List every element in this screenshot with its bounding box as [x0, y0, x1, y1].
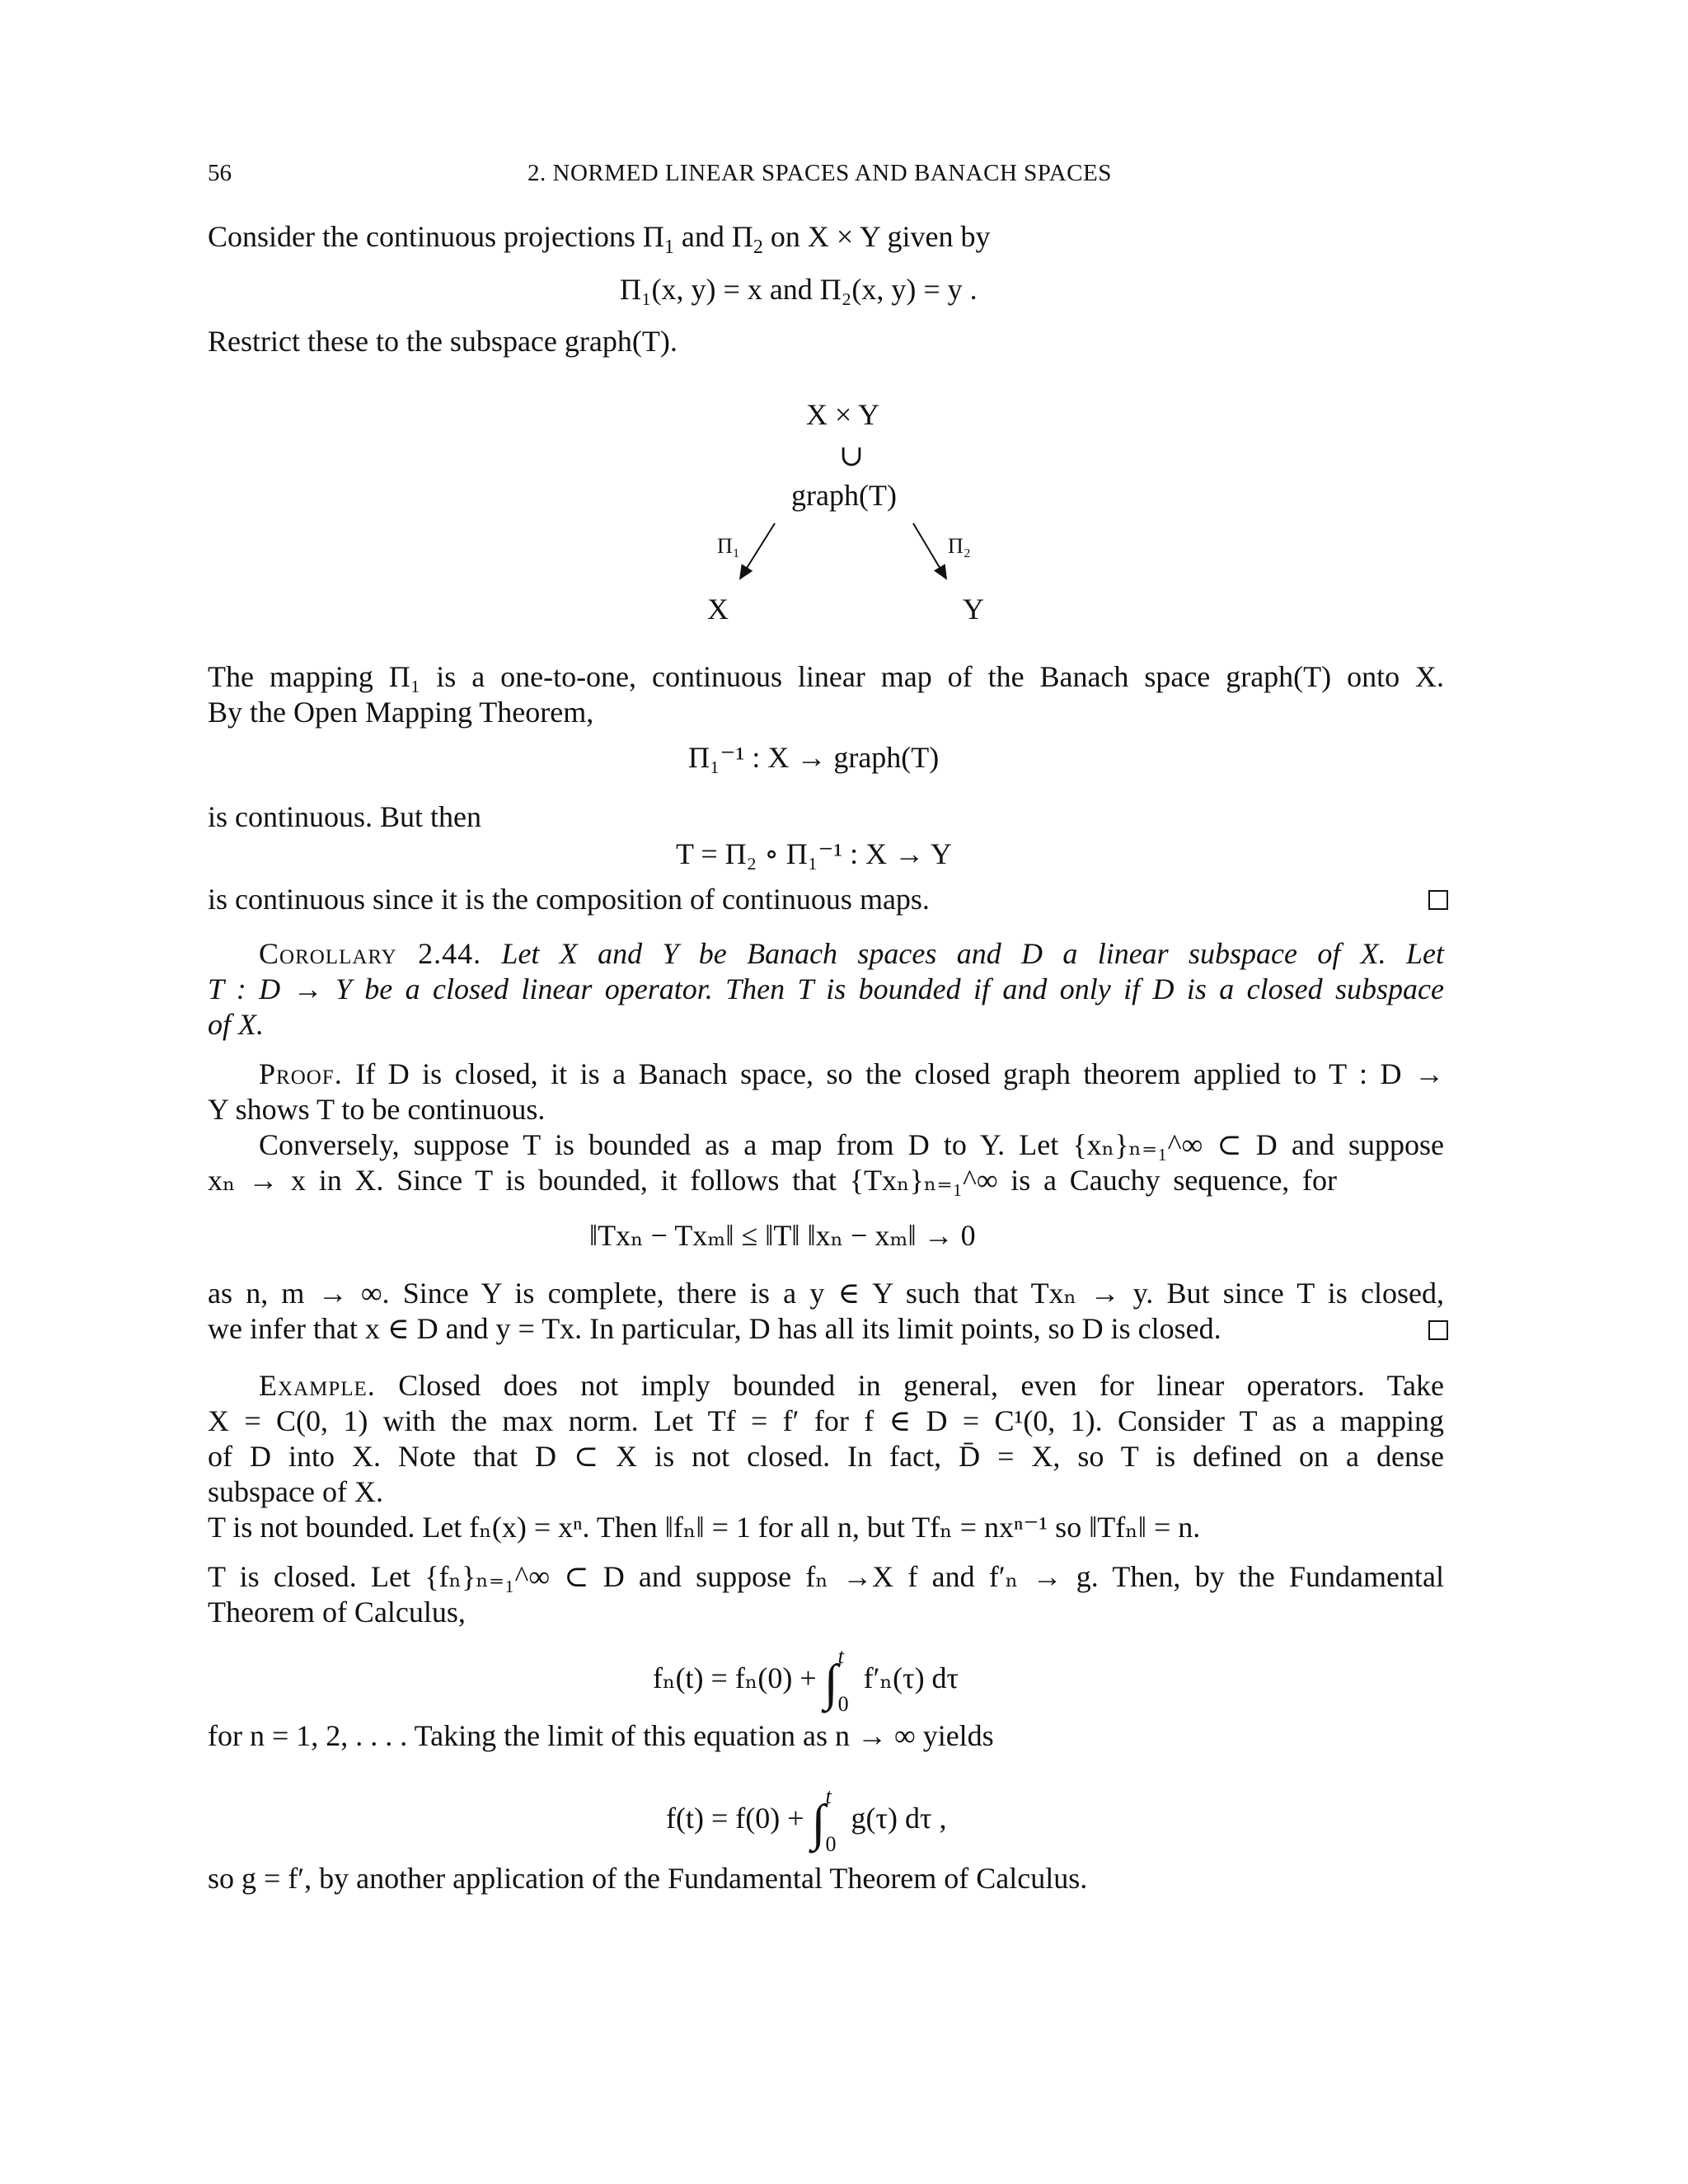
projection-equation: Π₁(x, y) = x and Π₂(x, y) = y . [620, 273, 978, 306]
diagram-arrows [684, 387, 1014, 651]
upper-limit-2: t [825, 1784, 832, 1808]
proof-conclusion [208, 1276, 1444, 1347]
intro-text-b: and Π [673, 220, 753, 253]
qed-box-1 [1428, 890, 1448, 910]
integral-limits-1 [837, 1644, 856, 1716]
diagram-label-pi2: Π₂ [948, 534, 971, 558]
proof-line-1 [208, 1057, 1444, 1092]
integral-limits-2 [825, 1784, 844, 1856]
qed-box-2 [1428, 1320, 1448, 1340]
restrict-line [208, 324, 1444, 359]
mapping-paragraph [208, 659, 1444, 730]
corollary-line-3 [208, 1007, 1444, 1043]
mapping-line-4: is continuous since it is the composition of continuous maps. [208, 883, 930, 916]
corollary-label: Corollary 2.44. [259, 937, 482, 970]
ftc-eq1-integrand: f′ₙ(τ) dτ [863, 1661, 959, 1694]
projection-diagram [684, 387, 1014, 651]
lower-limit-2: 0 [825, 1832, 837, 1856]
proof-line-5: as n, m → ∞. Since Y is complete, there is a y ∈ Y such that Txₙ → y. But since T is closed, [208, 1277, 1444, 1310]
corollary-text-3: of X. [208, 1008, 264, 1041]
proof-line-2: Y shows T to be continuous. [208, 1093, 546, 1126]
example-line-6: T is closed. Let {fₙ}ₙ₌₁^∞ ⊂ D and suppose fₙ →X f and f′ₙ → g. Then, by the Fundamental [208, 1560, 1444, 1593]
ftc-equation-2 [666, 1784, 947, 1856]
diagram-subset-symbol: ∪ [839, 439, 865, 472]
diagram-graph: graph(T) [791, 479, 897, 512]
ftc-eq1-left: fₙ(t) = fₙ(0) + [653, 1661, 817, 1694]
limit-line [208, 1718, 1444, 1754]
intro-line [208, 219, 1444, 259]
composition-line [208, 882, 1444, 917]
mapping-line-1: The mapping Π₁ is a one-to-one, continuous linear map of the Banach space graph(T) onto X. [208, 660, 1444, 693]
intro-text-c: on X × Y given by [762, 220, 991, 253]
corollary-line-1 [208, 936, 1444, 972]
continuous-line [208, 799, 1444, 835]
example-line-8: for n = 1, 2, . . . . Taking the limit of this equation as n → ∞ yields [208, 1719, 994, 1752]
final-line [208, 1861, 1444, 1896]
ftc-equation-1 [653, 1644, 959, 1716]
intro-paragraph [208, 219, 1444, 259]
example-line-1 [208, 1368, 1444, 1404]
proof-line-6: we infer that x ∈ D and y = Tx. In particular, D has all its limit points, so D is closed. [208, 1312, 1221, 1345]
ftc-eq2-left: f(t) = f(0) + [666, 1802, 804, 1835]
page-number: 56 [208, 160, 232, 186]
corollary-text-1: Let X and Y be Banach spaces and D a linear subspace of X. Let [501, 937, 1444, 970]
mapping-line-3: is continuous. But then [208, 800, 481, 833]
running-head: 2. NORMED LINEAR SPACES AND BANACH SPACES [528, 160, 1112, 186]
upper-limit-1: t [837, 1644, 844, 1668]
proof-label: Proof. [259, 1057, 343, 1090]
example-line-7: Theorem of Calculus, [208, 1596, 466, 1629]
example-paragraph [208, 1368, 1444, 1545]
cauchy-inequality: ‖Txₙ − Txₘ‖ ≤ ‖T‖ ‖xₙ − xₘ‖ → 0 [589, 1219, 976, 1252]
example-line-2: X = C(0, 1) with the max norm. Let Tf = f′ for f ∈ D = C¹(0, 1). Consider T as a mapping [208, 1404, 1444, 1437]
example-line-4: subspace of X. [208, 1475, 383, 1508]
integral-sign-2: ∫ [811, 1795, 826, 1851]
diagram-label-pi1: Π₁ [717, 534, 740, 558]
lower-limit-1: 0 [837, 1692, 849, 1716]
ftc-eq2-integrand: g(τ) dτ , [851, 1802, 947, 1835]
intro-sub-1: 1 [663, 237, 674, 259]
intro-sub-2: 2 [753, 237, 763, 259]
inverse-projection-equation: Π₁⁻¹ : X → graph(T) [688, 741, 940, 774]
example-line-3: of D into X. Note that D ⊂ X is not closed. In fact, D̄ = X, so T is defined on a dense [208, 1440, 1444, 1473]
composition-equation: T = Π₂ ∘ Π₁⁻¹ : X → Y [676, 837, 952, 870]
proof-paragraph [208, 1057, 1444, 1198]
proof-line-4: xₙ → x in X. Since T is bounded, it follows that {Txₙ}ₙ₌₁^∞ is a Cauchy sequence, for [208, 1164, 1337, 1197]
proof-line-3: Conversely, suppose T is bounded as a map from D to Y. Let {xₙ}ₙ₌₁^∞ ⊂ D and suppose [259, 1128, 1444, 1161]
corollary-paragraph [208, 936, 1444, 1043]
intro-text-a: Consider the continuous projections Π [208, 220, 664, 253]
diagram-product-space: X × Y [806, 398, 879, 431]
diagram-target-x: X [707, 593, 729, 626]
diagram-target-y: Y [963, 593, 984, 626]
example-label: Example. [259, 1369, 376, 1402]
integral-sign-1: ∫ [823, 1655, 838, 1711]
example-line-5: T is not bounded. Let fₙ(x) = xⁿ. Then ‖fₙ‖ = 1 for all n, but Tfₙ = nxⁿ⁻¹ so ‖Tfₙ‖ = n. [208, 1511, 1201, 1544]
example-text-1: Closed does not imply bounded in general, even for linear operators. Take [398, 1369, 1445, 1402]
restrict-text: Restrict these to the subspace graph(T). [208, 325, 678, 358]
corollary-line-2 [208, 972, 1444, 1007]
corollary-text-2: T : D → Y be a closed linear operator. Then T is bounded if and only if D is a closed subspace [208, 972, 1444, 1005]
example-closed-paragraph [208, 1559, 1444, 1630]
arrow-pi1 [740, 523, 775, 579]
example-line-9: so g = f′, by another application of the Fundamental Theorem of Calculus. [208, 1862, 1088, 1895]
arrow-pi2 [913, 523, 946, 579]
mapping-line-2: By the Open Mapping Theorem, [208, 696, 594, 729]
proof-text-1: If D is closed, it is a Banach space, so the closed graph theorem applied to T : D → [355, 1057, 1444, 1090]
